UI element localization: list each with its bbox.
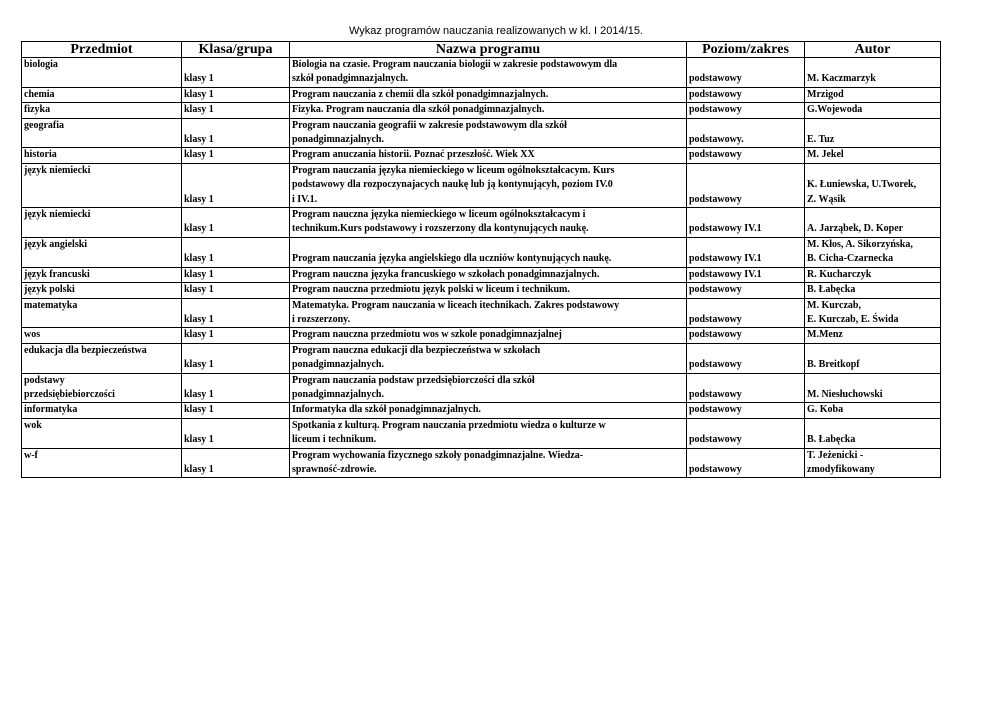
table-row	[22, 448, 941, 478]
cell-level: podstawowy	[687, 163, 805, 207]
cell-level: podstawowy	[687, 343, 805, 373]
cell-program-line: podstawowy dla rozpoczynajacych naukę lub ją kontynującyh, poziom IV.0	[292, 179, 613, 191]
cell-author-line: zmodyfikowany	[807, 463, 875, 475]
table-row	[22, 87, 941, 102]
cell-program	[290, 208, 687, 238]
cell-program-line: szkół ponadgimnazjalnych.	[292, 73, 409, 85]
cell-program-line: technikum.Kurs podstawowy i rozszerzony dla kontynujących naukę.	[292, 223, 589, 235]
cell-subject	[22, 298, 182, 328]
cell-program-line: sprawność-zdrowie.	[292, 463, 377, 475]
cell-program-line: Matematyka. Program nauczania w liceach itechnikach. Zakres podstawowy	[292, 299, 620, 311]
cell-level: podstawowy IV.1	[687, 267, 805, 282]
cell-class: klasy 1	[182, 373, 290, 403]
cell-subject-line: informatyka	[24, 404, 78, 416]
cell-class: klasy 1	[182, 103, 290, 118]
cell-program	[290, 298, 687, 328]
cell-author-line: Mrzigod	[807, 88, 844, 100]
cell-program	[290, 328, 687, 343]
cell-program	[290, 103, 687, 118]
cell-program-line: i IV.1.	[292, 193, 318, 205]
cell-subject-line: fizyka	[24, 104, 51, 116]
cell-program	[290, 343, 687, 373]
programs-table	[21, 41, 941, 478]
cell-class: klasy 1	[182, 418, 290, 448]
cell-level: podstawowy	[687, 148, 805, 163]
cell-subject	[22, 148, 182, 163]
cell-program-line: Fizyka. Program nauczania dla szkół ponadgimnazjalnych.	[292, 104, 545, 116]
cell-subject	[22, 87, 182, 102]
cell-author	[805, 103, 941, 118]
cell-program-line: Program nauczania z chemii dla szkół ponadgimnazjalnych.	[292, 88, 549, 100]
table-row	[22, 267, 941, 282]
cell-author-line: M. Kaczmarzyk	[807, 73, 876, 85]
cell-class: klasy 1	[182, 267, 290, 282]
cell-level: podstawowy	[687, 87, 805, 102]
cell-subject-line: geografia	[24, 119, 64, 131]
cell-subject-line: podstawy	[24, 374, 65, 386]
cell-author	[805, 373, 941, 403]
cell-subject-line: biologia	[24, 59, 58, 70]
cell-author	[805, 403, 941, 418]
cell-class: klasy 1	[182, 148, 290, 163]
cell-program-line: Program nauczna języka francuskiego w szkołach ponadgimnazjalnych.	[292, 268, 600, 280]
cell-subject	[22, 237, 182, 267]
cell-subject	[22, 267, 182, 282]
document-title: Wykaz programów nauczania realizowanych w kl. I 2014/15.	[349, 25, 643, 37]
table-row	[22, 418, 941, 448]
cell-level: podstawowy	[687, 403, 805, 418]
cell-author	[805, 267, 941, 282]
cell-subject-line: język niemiecki	[24, 164, 91, 176]
cell-program-line: Spotkania z kulturą. Program nauczania przedmiotu wiedza o kulturze w	[292, 419, 606, 431]
cell-author-line: B. Łabęcka	[807, 284, 856, 296]
table-row	[22, 103, 941, 118]
cell-subject-line: chemia	[24, 88, 55, 100]
cell-author	[805, 163, 941, 207]
cell-author-line: E. Tuz	[807, 134, 835, 146]
cell-program	[290, 373, 687, 403]
cell-program	[290, 237, 687, 267]
table-row	[22, 328, 941, 343]
cell-author-line: G.Wojewoda	[807, 104, 863, 116]
cell-level: podstawowy IV.1	[687, 208, 805, 238]
cell-level: podstawowy	[687, 58, 805, 88]
cell-program-line: Program nauczna przedmiotu język polski w liceum i technikum.	[292, 284, 570, 296]
cell-program-line: Program nauczna przedmiotu wos w szkole ponadgimnazjalnej	[292, 329, 562, 341]
cell-subject	[22, 418, 182, 448]
cell-subject-line: edukacja dla bezpieczeństwa	[24, 344, 147, 356]
cell-level: podstawowy	[687, 448, 805, 478]
table-row	[22, 237, 941, 267]
cell-author	[805, 58, 941, 88]
cell-subject-line: język angielski	[24, 238, 88, 250]
cell-level: podstawowy	[687, 298, 805, 328]
cell-subject	[22, 448, 182, 478]
table-row	[22, 208, 941, 238]
cell-program-line: ponadgimnazjalnych.	[292, 359, 384, 371]
cell-subject	[22, 118, 182, 148]
cell-subject	[22, 103, 182, 118]
cell-program-line: liceum i technikum.	[292, 434, 377, 446]
cell-class: klasy 1	[182, 208, 290, 238]
table-row	[22, 343, 941, 373]
header-row	[22, 42, 941, 58]
header-program: Nazwa programu	[290, 42, 687, 58]
cell-subject	[22, 373, 182, 403]
table-row	[22, 58, 941, 88]
cell-program-line: Program nauczania geografii w zakresie podstawowym dla szkół	[292, 119, 567, 131]
cell-author	[805, 208, 941, 238]
cell-author-line: E. Kurczab, E. Świda	[807, 313, 899, 325]
cell-level: podstawowy	[687, 418, 805, 448]
cell-author-line: M. Jekel	[807, 149, 844, 161]
cell-program	[290, 163, 687, 207]
cell-subject-line: historia	[24, 149, 57, 161]
cell-author	[805, 148, 941, 163]
table-row	[22, 163, 941, 207]
cell-class: klasy 1	[182, 403, 290, 418]
cell-subject-line: język polski	[24, 284, 75, 296]
cell-level: podstawowy IV.1	[687, 237, 805, 267]
table-row	[22, 298, 941, 328]
cell-author-line: B. Łabęcka	[807, 434, 856, 446]
cell-class: klasy 1	[182, 448, 290, 478]
cell-subject-line: przedsiębiebiorczości	[24, 388, 115, 400]
cell-program	[290, 58, 687, 88]
cell-subject-line: język niemiecki	[24, 209, 91, 221]
cell-level: podstawowy	[687, 283, 805, 298]
cell-class: klasy 1	[182, 298, 290, 328]
cell-program-line: Program nauczna edukacji dla bezpieczeństwa w szkołach	[292, 344, 541, 356]
cell-program	[290, 267, 687, 282]
table-row	[22, 118, 941, 148]
cell-author-line: T. Jeżenicki -	[807, 449, 864, 461]
cell-class: klasy 1	[182, 328, 290, 343]
cell-subject	[22, 163, 182, 207]
cell-program	[290, 87, 687, 102]
cell-subject	[22, 283, 182, 298]
cell-subject-line: w-f	[24, 449, 38, 461]
cell-subject	[22, 58, 182, 88]
cell-program-line: Biologia na czasie. Program nauczania biologii w zakresie podstawowym dla	[292, 59, 618, 70]
header-author: Autor	[805, 42, 941, 58]
cell-subject	[22, 328, 182, 343]
cell-program-line: Program nauczna języka niemieckiego w liceum ogólnokształcacym i	[292, 209, 586, 221]
table-row	[22, 373, 941, 403]
cell-subject-line: wos	[24, 329, 41, 341]
cell-author-line: M. Kurczab,	[807, 299, 861, 311]
cell-class: klasy 1	[182, 58, 290, 88]
cell-author	[805, 418, 941, 448]
cell-subject-line: wok	[24, 419, 42, 431]
cell-program	[290, 283, 687, 298]
cell-level: podstawowy	[687, 373, 805, 403]
cell-subject-line: matematyka	[24, 299, 78, 311]
cell-program	[290, 148, 687, 163]
cell-author-line: B. Cicha-Czarnecka	[807, 253, 894, 265]
cell-subject	[22, 403, 182, 418]
table-row	[22, 403, 941, 418]
cell-level: podstawowy	[687, 328, 805, 343]
cell-subject	[22, 343, 182, 373]
cell-level: podstawowy.	[687, 118, 805, 148]
cell-program-line: Informatyka dla szkół ponadgimnazjalnych.	[292, 404, 481, 416]
cell-author	[805, 237, 941, 267]
cell-program-line: Program anuczania historii. Poznać przeszłość. Wiek XX	[292, 149, 535, 161]
cell-program	[290, 448, 687, 478]
cell-class: klasy 1	[182, 343, 290, 373]
cell-program-line: Program nauczania języka niemieckiego w liceum ogólnokształcacym. Kurs	[292, 164, 615, 176]
cell-author-line: M.Menz	[807, 329, 843, 341]
cell-author-line: M. Niesłuchowski	[807, 388, 883, 400]
cell-class: klasy 1	[182, 283, 290, 298]
header-class: Klasa/grupa	[182, 42, 290, 58]
table-row	[22, 283, 941, 298]
cell-author	[805, 343, 941, 373]
cell-author-line: G. Koba	[807, 404, 844, 416]
header-level: Poziom/zakres	[687, 42, 805, 58]
cell-author	[805, 87, 941, 102]
cell-author-line: B. Breitkopf	[807, 359, 860, 371]
cell-program-line: Program wychowania fizycznego szkoły ponadgimnazjalne. Wiedza-	[292, 449, 584, 461]
cell-author	[805, 328, 941, 343]
cell-program-line: Program nauczania podstaw przedsiębiorczości dla szkół	[292, 374, 535, 386]
cell-program-line: i rozszerzony.	[292, 313, 351, 325]
header-subject: Przedmiot	[22, 42, 182, 58]
cell-program-line: ponadgimnazjalnych.	[292, 388, 384, 400]
cell-author-line: M. Kłos, A. Sikorzyńska,	[807, 238, 913, 250]
cell-subject-line: język francuski	[24, 268, 90, 280]
cell-author	[805, 283, 941, 298]
cell-author-line: K. Łuniewska, U.Tworek,	[807, 179, 917, 191]
cell-program	[290, 118, 687, 148]
table-row	[22, 148, 941, 163]
cell-author	[805, 298, 941, 328]
cell-level: podstawowy	[687, 103, 805, 118]
cell-author-line: Z. Wąsik	[807, 193, 846, 205]
cell-program-line: Program nauczania języka angielskiego dla uczniów kontynujących naukę.	[292, 253, 612, 265]
cell-class: klasy 1	[182, 118, 290, 148]
cell-author	[805, 118, 941, 148]
cell-author-line: A. Jarząbek, D. Koper	[807, 223, 904, 235]
cell-subject	[22, 208, 182, 238]
cell-class: klasy 1	[182, 237, 290, 267]
cell-author-line: R. Kucharczyk	[807, 268, 872, 280]
cell-class: klasy 1	[182, 163, 290, 207]
cell-program	[290, 403, 687, 418]
cell-program-line: ponadgimnazjalnych.	[292, 134, 384, 146]
cell-class: klasy 1	[182, 87, 290, 102]
cell-program	[290, 418, 687, 448]
cell-author	[805, 448, 941, 478]
